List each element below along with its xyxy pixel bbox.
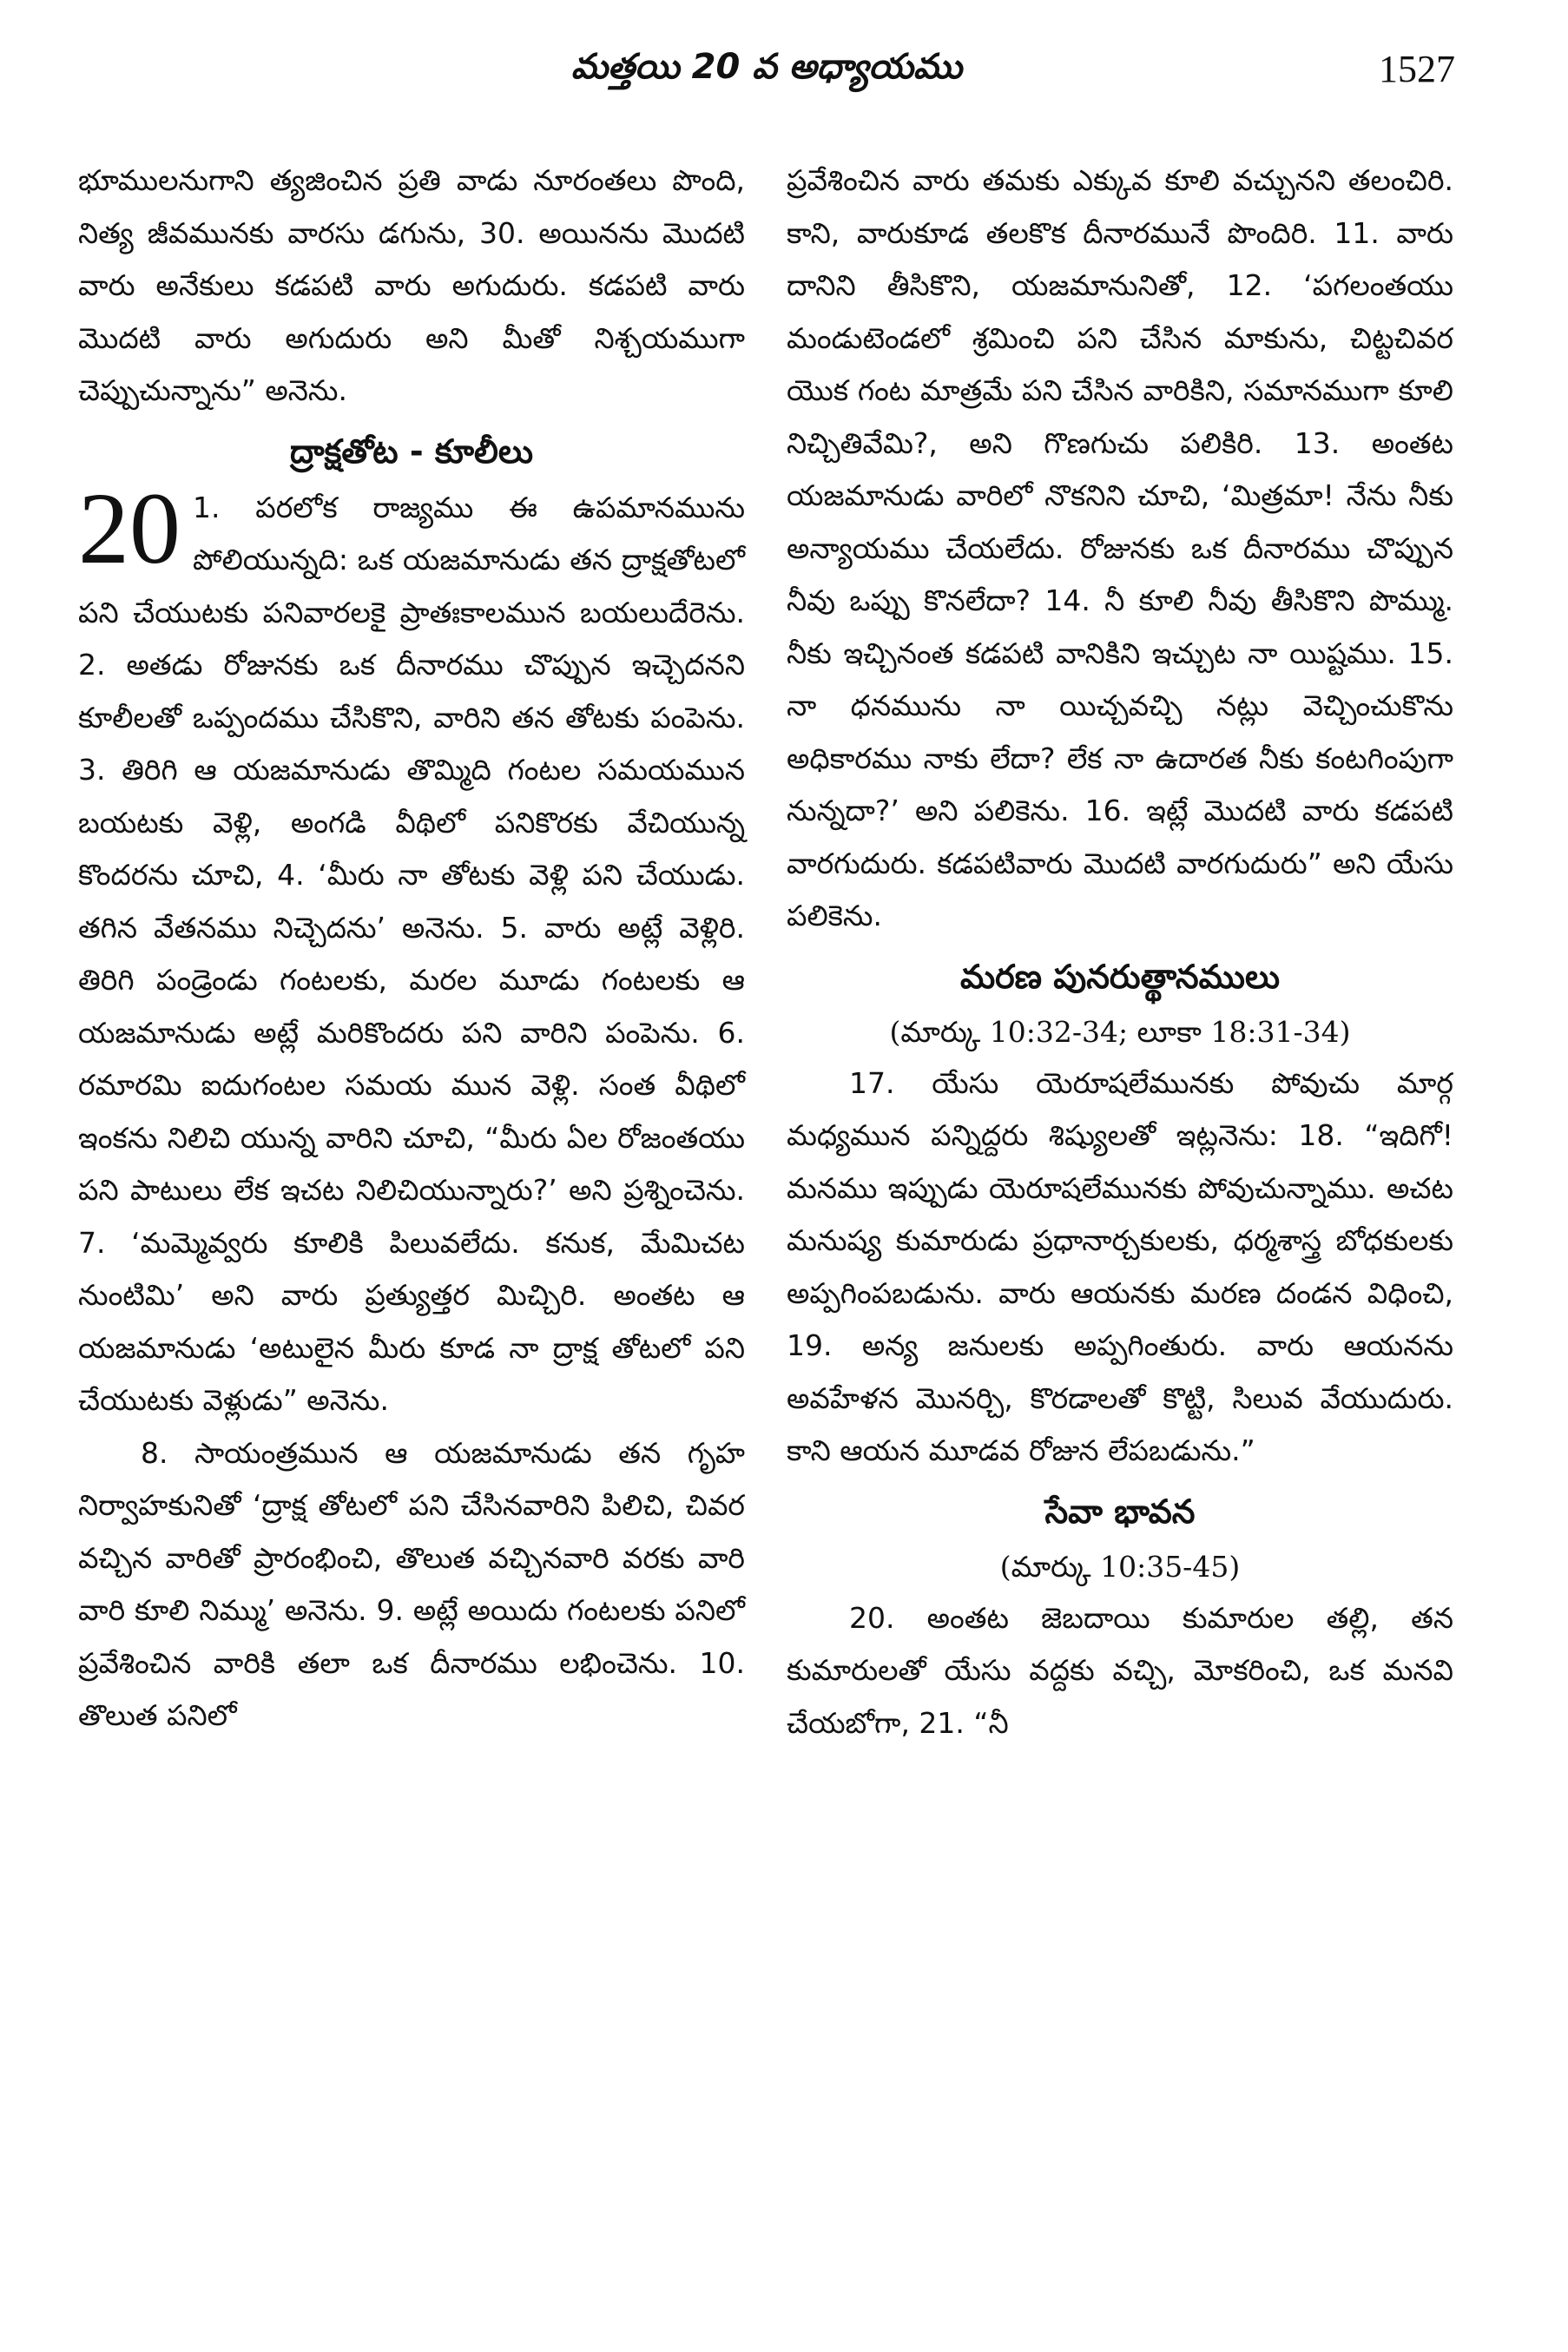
chapter-number: 20 (78, 471, 181, 585)
section-heading: సేవా భావన (1044, 1492, 1196, 1531)
paragraph: 8. సాయంత్రమున ఆ యజమానుడు తన గృహ నిర్వాహకునితో ‘ద్రాక్ష తోటలో పని చేసినవారిని పిలిచి, చివర వచ్చిన వారితో ప్రారంభించి, తొలుత వచ్చినవారి వరకు వారి వారి కూలి నిమ్ము’ అనెను. 9. అట్లే అయిదు గంటలకు పనిలో ప్రవేశించిన వారికి తలా ఒక దీనారము లభించెను. 10. తొలుత పనిలో (78, 1435, 745, 1732)
cross-reference: (మార్కు 10:32-34; లూకా 18:31-34) (889, 1014, 1351, 1049)
section-heading: మరణ పునరుత్థానములు (959, 957, 1281, 996)
paragraph: భూములనుగాని త్యజించిన ప్రతి వాడు నూరంతలు పొంది, నిత్య జీవమునకు వారసు డగును, 30. అయినను మొదటి వారు అనేకులు కడపటి వారు అగుదురు. కడపటి వారు మొదటి వారు అగుదురు అని మీతో నిశ్చయముగా చెప్పుచున్నాను” అనెను. (78, 163, 745, 407)
page-number: 1527 (1379, 48, 1455, 90)
left-column (78, 155, 745, 1743)
running-head (78, 38, 1455, 108)
running-title: మత్తయి 20 వ అధ్యాయము (570, 47, 963, 87)
right-column (787, 155, 1453, 1749)
paragraph: 20. అంతట జెబదాయి కుమారుల తల్లి, తన కుమారులతో యేసు వద్దకు వచ్చి, మోకరించి, ఒక మనవి చేయబోగా, 21. “నీ (787, 1600, 1453, 1740)
paragraph: 17. యేసు యెరూషలేమునకు పోవుచు మార్గ మధ్యమున పన్నిద్దరు శిష్యులతో ఇట్లనెను: 18. “ఇదిగో! మనము ఇప్పుడు యెరూషలేమునకు పోవుచున్నాము. అచట మనుష్య కుమారుడు ప్రధానార్చకులకు, ధర్మశాస్త్ర బోధకులకు అప్పగింపబడును. వారు ఆయనకు మరణ దండన విధించి, 19. అన్య జనులకు అప్పగింతురు. వారు ఆయనను అవహేళన మొనర్చి, కొరడాలతో కొట్టి, సిలువ వేయుదురు. కాని ఆయన మూడవ రోజున లేపబడును.” (787, 1065, 1453, 1467)
paragraph: 1. పరలోక రాజ్యము ఈ ఉపమానమును పోలియున్నది: ఒక యజమానుడు తన ద్రాక్షతోటలో పని చేయుటకు పనివారలకై ప్రాతఃకాలమున బయలుదేరెను. 2. అతడు రోజునకు ఒక దీనారము చొప్పున ఇచ్చెదనని కూలీలతో ఒప్పందము చేసికొని, వారిని తన తోటకు పంపెను. 3. తిరిగి ఆ యజమానుడు తొమ్మిది గంటల సమయమున బయటకు వెళ్లి, అంగడి వీథిలో పనికొరకు వేచియున్న కొందరను చూచి, 4. ‘మీరు నా తోటకు వెళ్లి పని చేయుడు. తగిన వేతనము నిచ్చెదను’ అనెను. 5. వారు అట్లే వెళ్లిరి. తిరిగి పండ్రెండు గంటలకు, మరల మూడు గంటలకు ఆ యజమానుడు అట్లే మరికొందరు పని వారిని పంపెను. 6. రమారమి ఐదుగంటల సమయ మున వెళ్లి. సంత వీథిలో ఇంకను నిలిచి యున్న వారిని చూచి, “మీరు ఏల రోజంతయు పని పాటులు లేక ఇచట నిలిచియున్నారు?’ అని ప్రశ్నించెను. 7. ‘మమ్మెవ్వరు కూలికి పిలువలేదు. కనుక, మేమిచట నుంటిమి’ అని వారు ప్రత్యుత్తర మిచ్చిరి. అంతట ఆ యజమానుడు ‘అటులైన మీరు కూడ నా ద్రాక్ష తోటలో పని చేయుటకు వెళ్లుడు” అనెను. (78, 490, 745, 1417)
chapter-start (78, 471, 745, 1427)
section-heading: ద్రాక్షతోట - కూలీలు (290, 432, 533, 471)
paragraph: ప్రవేశించిన వారు తమకు ఎక్కువ కూలి వచ్చునని తలంచిరి. కాని, వారుకూడ తలకొక దీనారమునే పొందిరి. 11. వారు దానిని తీసికొని, యజమానునితో, 12. ‘పగలంతయు మండుటెండలో శ్రమించి పని చేసిన మాకును, చిట్టచివర యొక గంట మాత్రమే పని చేసిన వారికిని, సమానముగా కూలి నిచ్చితివేమి?, అని గొణగుచు పలికిరి. 13. అంతట యజమానుడు వారిలో నొకనిని చూచి, ‘మిత్రమా! నేను నీకు అన్యాయము చేయలేదు. రోజునకు ఒక దీనారము చొప్పున నీవు ఒప్పు కొనలేదా? 14. నీ కూలి నీవు తీసికొని పొమ్ము. నీకు ఇచ్చినంత కడపటి వానికిని ఇచ్చుట నా యిష్టము. 15. నా ధనమును నా యిచ్చవచ్చి నట్లు వెచ్చించుకొను అధికారము నాకు లేదా? లేక నా ఉదారత నీకు కంటగింపుగా నున్నదా?’ అని పలికెను. 16. ఇట్లే మొదటి వారు కడపటి వారగుదురు. కడపటివారు మొదటి వారగుదురు” అని యేసు పలికెను. (787, 163, 1453, 932)
cross-reference: (మార్కు 10:35-45) (999, 1549, 1241, 1584)
